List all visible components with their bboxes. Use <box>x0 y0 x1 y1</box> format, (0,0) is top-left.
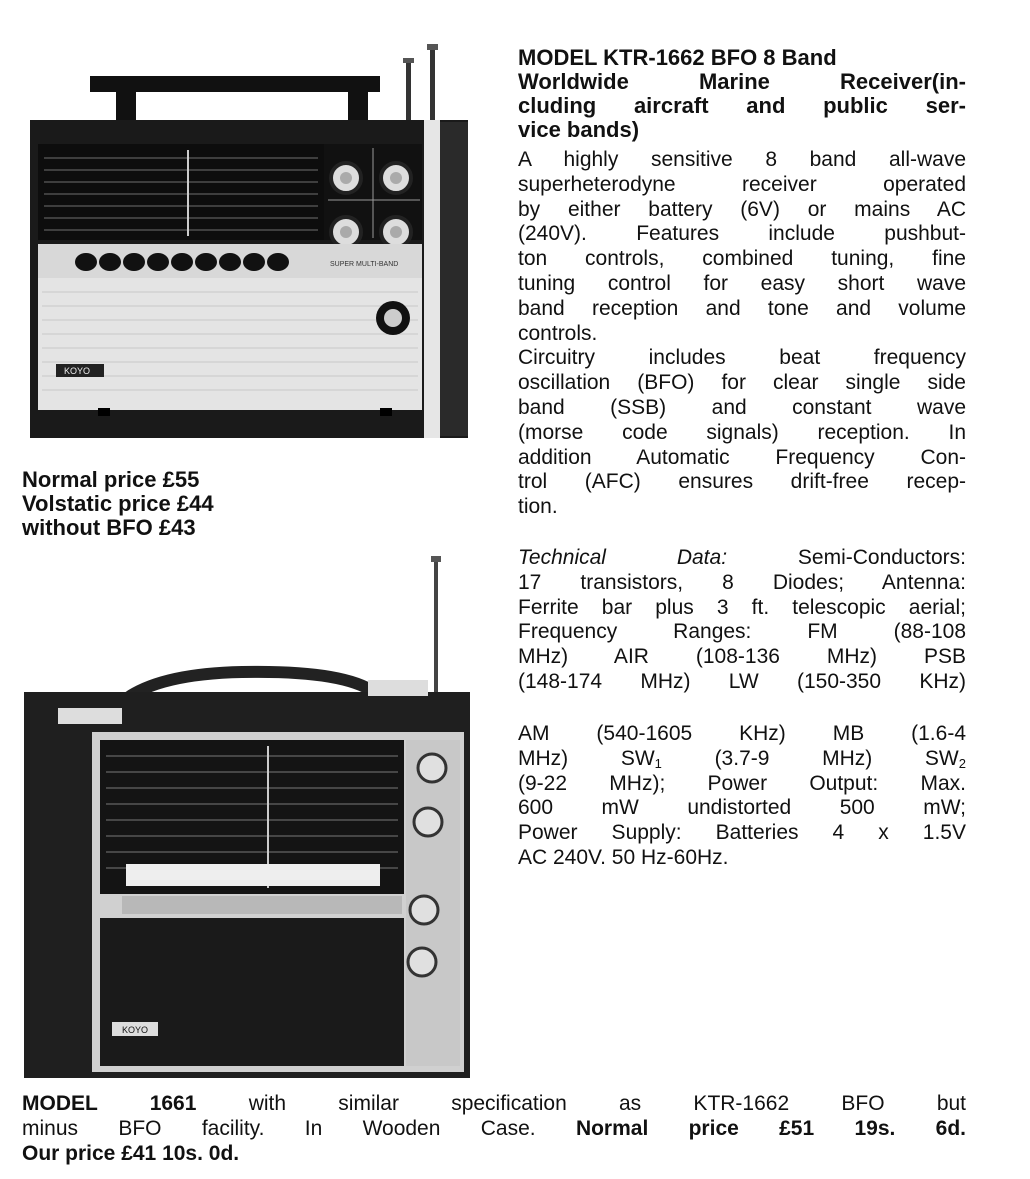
tech-subscript: 1 <box>654 755 662 771</box>
tech-label: Technical Data: <box>518 546 728 569</box>
tech-line: Power Supply: Batteries 4 x 1.5V <box>518 821 966 845</box>
description-line: (morse code signals) reception. In <box>518 420 966 444</box>
technical-data-continued <box>518 722 966 871</box>
speaker-grille <box>100 918 404 1066</box>
tech-line: (148-174 MHz) LW (150-350 KHz) <box>518 669 966 693</box>
description-line: trol (AFC) ensures drift-free recep- <box>518 470 966 494</box>
antenna-icon <box>431 556 441 700</box>
pushbuttons <box>75 253 289 271</box>
description-line: A highly sensitive 8 band all-wave <box>518 148 966 171</box>
bottom-line <box>22 1142 966 1167</box>
tech-line: 17 transistors, 8 Diodes; Antenna: <box>518 570 966 594</box>
radio-ktr-1662-image <box>28 40 476 442</box>
title-line: cluding aircraft and public ser- <box>518 93 966 118</box>
without-bfo-price: without BFO £43 <box>22 515 196 540</box>
normal-price: Normal price £55 <box>22 467 200 492</box>
description-line: ton controls, combined tuning, fine <box>518 247 966 271</box>
tech-line: Ferrite bar plus 3 ft. telescopic aerial; <box>518 595 966 619</box>
tone-knob <box>410 896 438 924</box>
band-knob <box>414 808 442 836</box>
bottom-line <box>22 1092 966 1117</box>
tech-line: AM (540-1605 KHz) MB (1.6-4 <box>518 722 966 745</box>
bottom-line <box>22 1117 966 1142</box>
tech-subscript: 2 <box>958 755 966 771</box>
tech-line: 600 mW undistorted 500 mW; <box>518 796 966 820</box>
tuning-knob <box>418 754 446 782</box>
description-line: Circuitry includes beat frequency <box>518 346 966 370</box>
handle <box>90 76 380 124</box>
tech-line: AC 240V. 50 Hz-60Hz. <box>518 845 729 869</box>
tech-line: Frequency Ranges: FM (88-108 <box>518 620 966 644</box>
technical-data <box>518 546 966 695</box>
volume-knob <box>408 948 436 976</box>
tech-line <box>518 546 966 571</box>
description-line: band reception and tone and volume <box>518 296 966 320</box>
dial-text: SUPER MULTI-BAND <box>330 261 399 268</box>
volume-knob <box>381 217 411 247</box>
tech-text: Semi-Conductors: <box>797 546 966 569</box>
tone-knob <box>331 217 361 247</box>
brand-logo: KOYO <box>64 366 91 376</box>
tech-text: MHz) SW <box>518 746 655 770</box>
description-line: addition Automatic Frequency Con- <box>518 445 966 469</box>
model-1661-description <box>22 1092 966 1166</box>
price-list <box>22 468 322 540</box>
tech-line: MHz) AIR (108-136 MHz) PSB <box>518 645 966 669</box>
radio-1661-image <box>22 552 472 1082</box>
normal-price: Normal price £51 19s. 6d. <box>575 1116 966 1140</box>
antenna-icon <box>403 44 438 120</box>
bottom-text: with similar specification as KTR-1662 BFO but <box>248 1092 967 1115</box>
tech-line: (9-22 MHz); Power Output: Max. <box>518 771 966 795</box>
bottom-text: minus BFO facility. In Wooden Case. <box>22 1116 536 1140</box>
title-line: MODEL KTR-1662 BFO 8 Band <box>518 45 837 70</box>
volstatic-price: Volstatic price £44 <box>22 491 214 516</box>
tech-line <box>518 747 966 772</box>
our-price: Our price £41 10s. 0d. <box>22 1141 240 1165</box>
title-line: Worldwide Marine Receiver(in- <box>518 69 966 94</box>
description-line: superheterodyne receiver operated <box>518 172 966 196</box>
description-line: by either battery (6V) or mains AC <box>518 197 966 221</box>
description-line: band (SSB) and constant wave <box>518 395 966 419</box>
title-line: vice bands) <box>518 117 640 142</box>
description-line: (240V). Features include pushbut- <box>518 222 966 246</box>
brand-logo: KOYO <box>122 1025 149 1035</box>
description-line: controls. <box>518 321 598 345</box>
fine-tuning-knob <box>381 163 411 193</box>
description-line: tion. <box>518 495 558 519</box>
product-description <box>518 148 966 520</box>
description-line: oscillation (BFO) for clear single side <box>518 371 966 395</box>
description-line: tuning control for easy short wave <box>518 271 966 295</box>
product-title <box>518 46 966 142</box>
tuning-knob <box>331 163 361 193</box>
tech-text: (3.7-9 MHz) SW <box>714 746 959 770</box>
model-name: MODEL 1661 <box>22 1092 197 1115</box>
band-selector-knob <box>376 301 410 335</box>
